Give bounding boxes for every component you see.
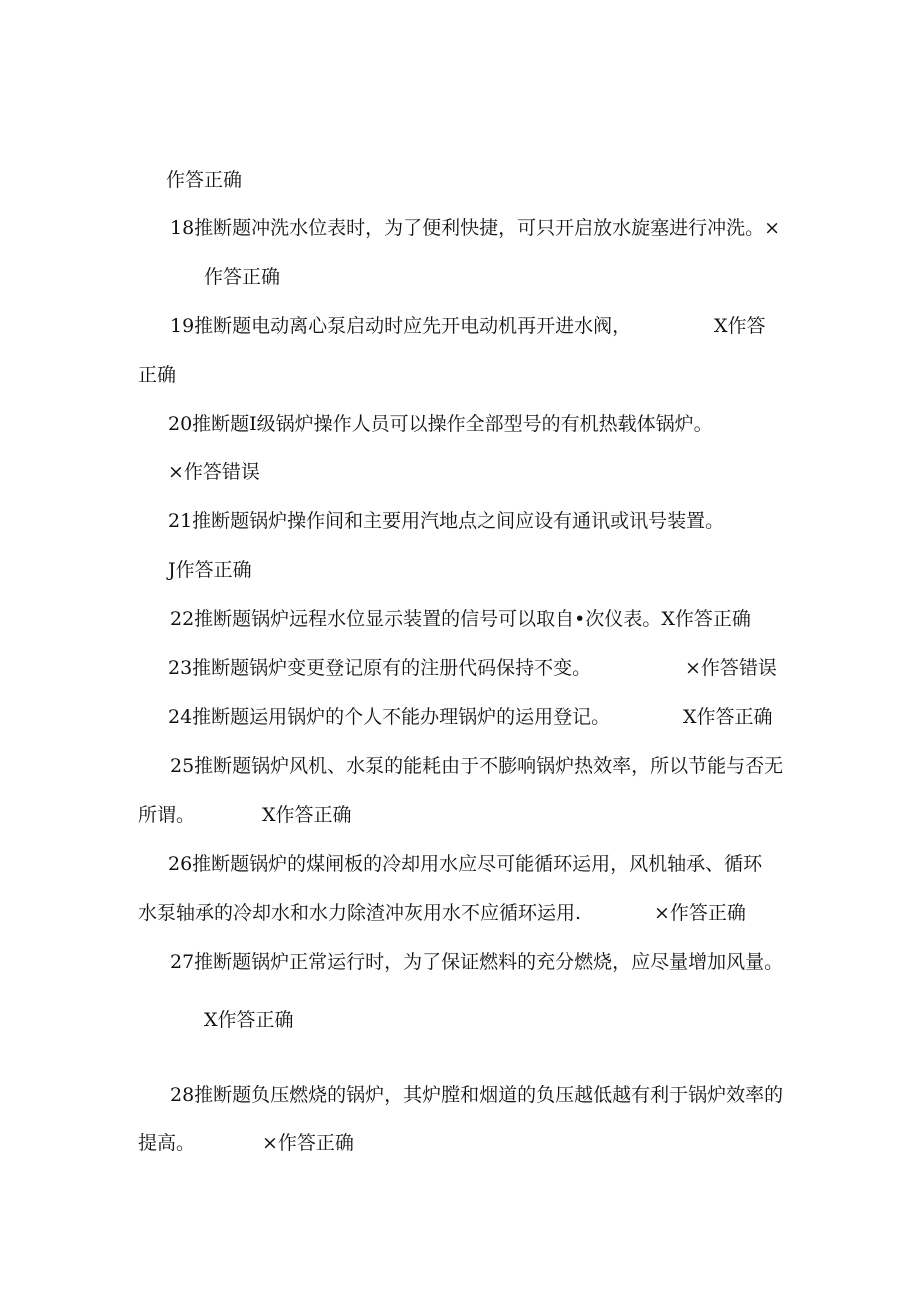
- question-22: 22推断题锅炉远程水位显示装置的信号可以取自•次仪表。X作答正确: [170, 608, 751, 630]
- answer-19: X作答: [714, 315, 766, 337]
- question-25-cont: 所谓。: [138, 804, 196, 826]
- answer-19-cont: 正确: [138, 364, 177, 386]
- question-24: 24推断题运用锅炉的个人不能办理锅炉的运用登记。: [168, 706, 611, 728]
- answer-25: X作答正确: [262, 804, 352, 826]
- answer-20: ×作答错误: [168, 461, 260, 483]
- question-28-cont: 提高。: [138, 1132, 196, 1154]
- question-28: 28推断题负压燃烧的锅炉，其炉膛和烟道的负压越低越有利于锅炉效率的: [170, 1084, 784, 1106]
- answer-28: ×作答正确: [262, 1132, 354, 1154]
- question-27: 27推断题锅炉正常运行时，为了保证燃料的充分燃烧，应尽量增加风量。: [170, 951, 784, 973]
- question-18: 18推断题冲洗水位表时，为了便利快捷，可只开启放水旋塞进行冲洗。×: [170, 217, 781, 239]
- question-26-cont: 水泵轴承的冷却水和水力除渣冲灰用水不应循环运用.: [138, 902, 582, 924]
- question-25: 25推断题锅炉风机、水泵的能耗由于不膨响锅炉热效率，所以节能与否无: [170, 755, 784, 777]
- answer-23: ×作答错误: [685, 657, 777, 679]
- answer-27: X作答正确: [204, 1009, 294, 1031]
- question-26: 26推断题锅炉的煤闸板的冷却用水应尽可能循环运用，风机轴承、循环: [168, 853, 763, 875]
- answer-21: J作答正确: [168, 559, 252, 581]
- question-23: 23推断题锅炉变更登记原有的注册代码保持不变。: [168, 657, 592, 679]
- answer-17: 作答正确: [166, 169, 243, 191]
- answer-26: ×作答正确: [654, 902, 746, 924]
- answer-24: X作答正确: [683, 706, 773, 728]
- question-20: 20推断题I级锅炉操作人员可以操作全部型号的有机热载体锅炉。: [168, 413, 713, 435]
- answer-18: 作答正确: [204, 266, 281, 288]
- question-19: 19推断题电动离心泵启动时应先开电动机再开进水阀，: [170, 315, 632, 337]
- question-21: 21推断题锅炉操作间和主要用汽地点之间应设有通讯或讯号装置。: [168, 510, 725, 532]
